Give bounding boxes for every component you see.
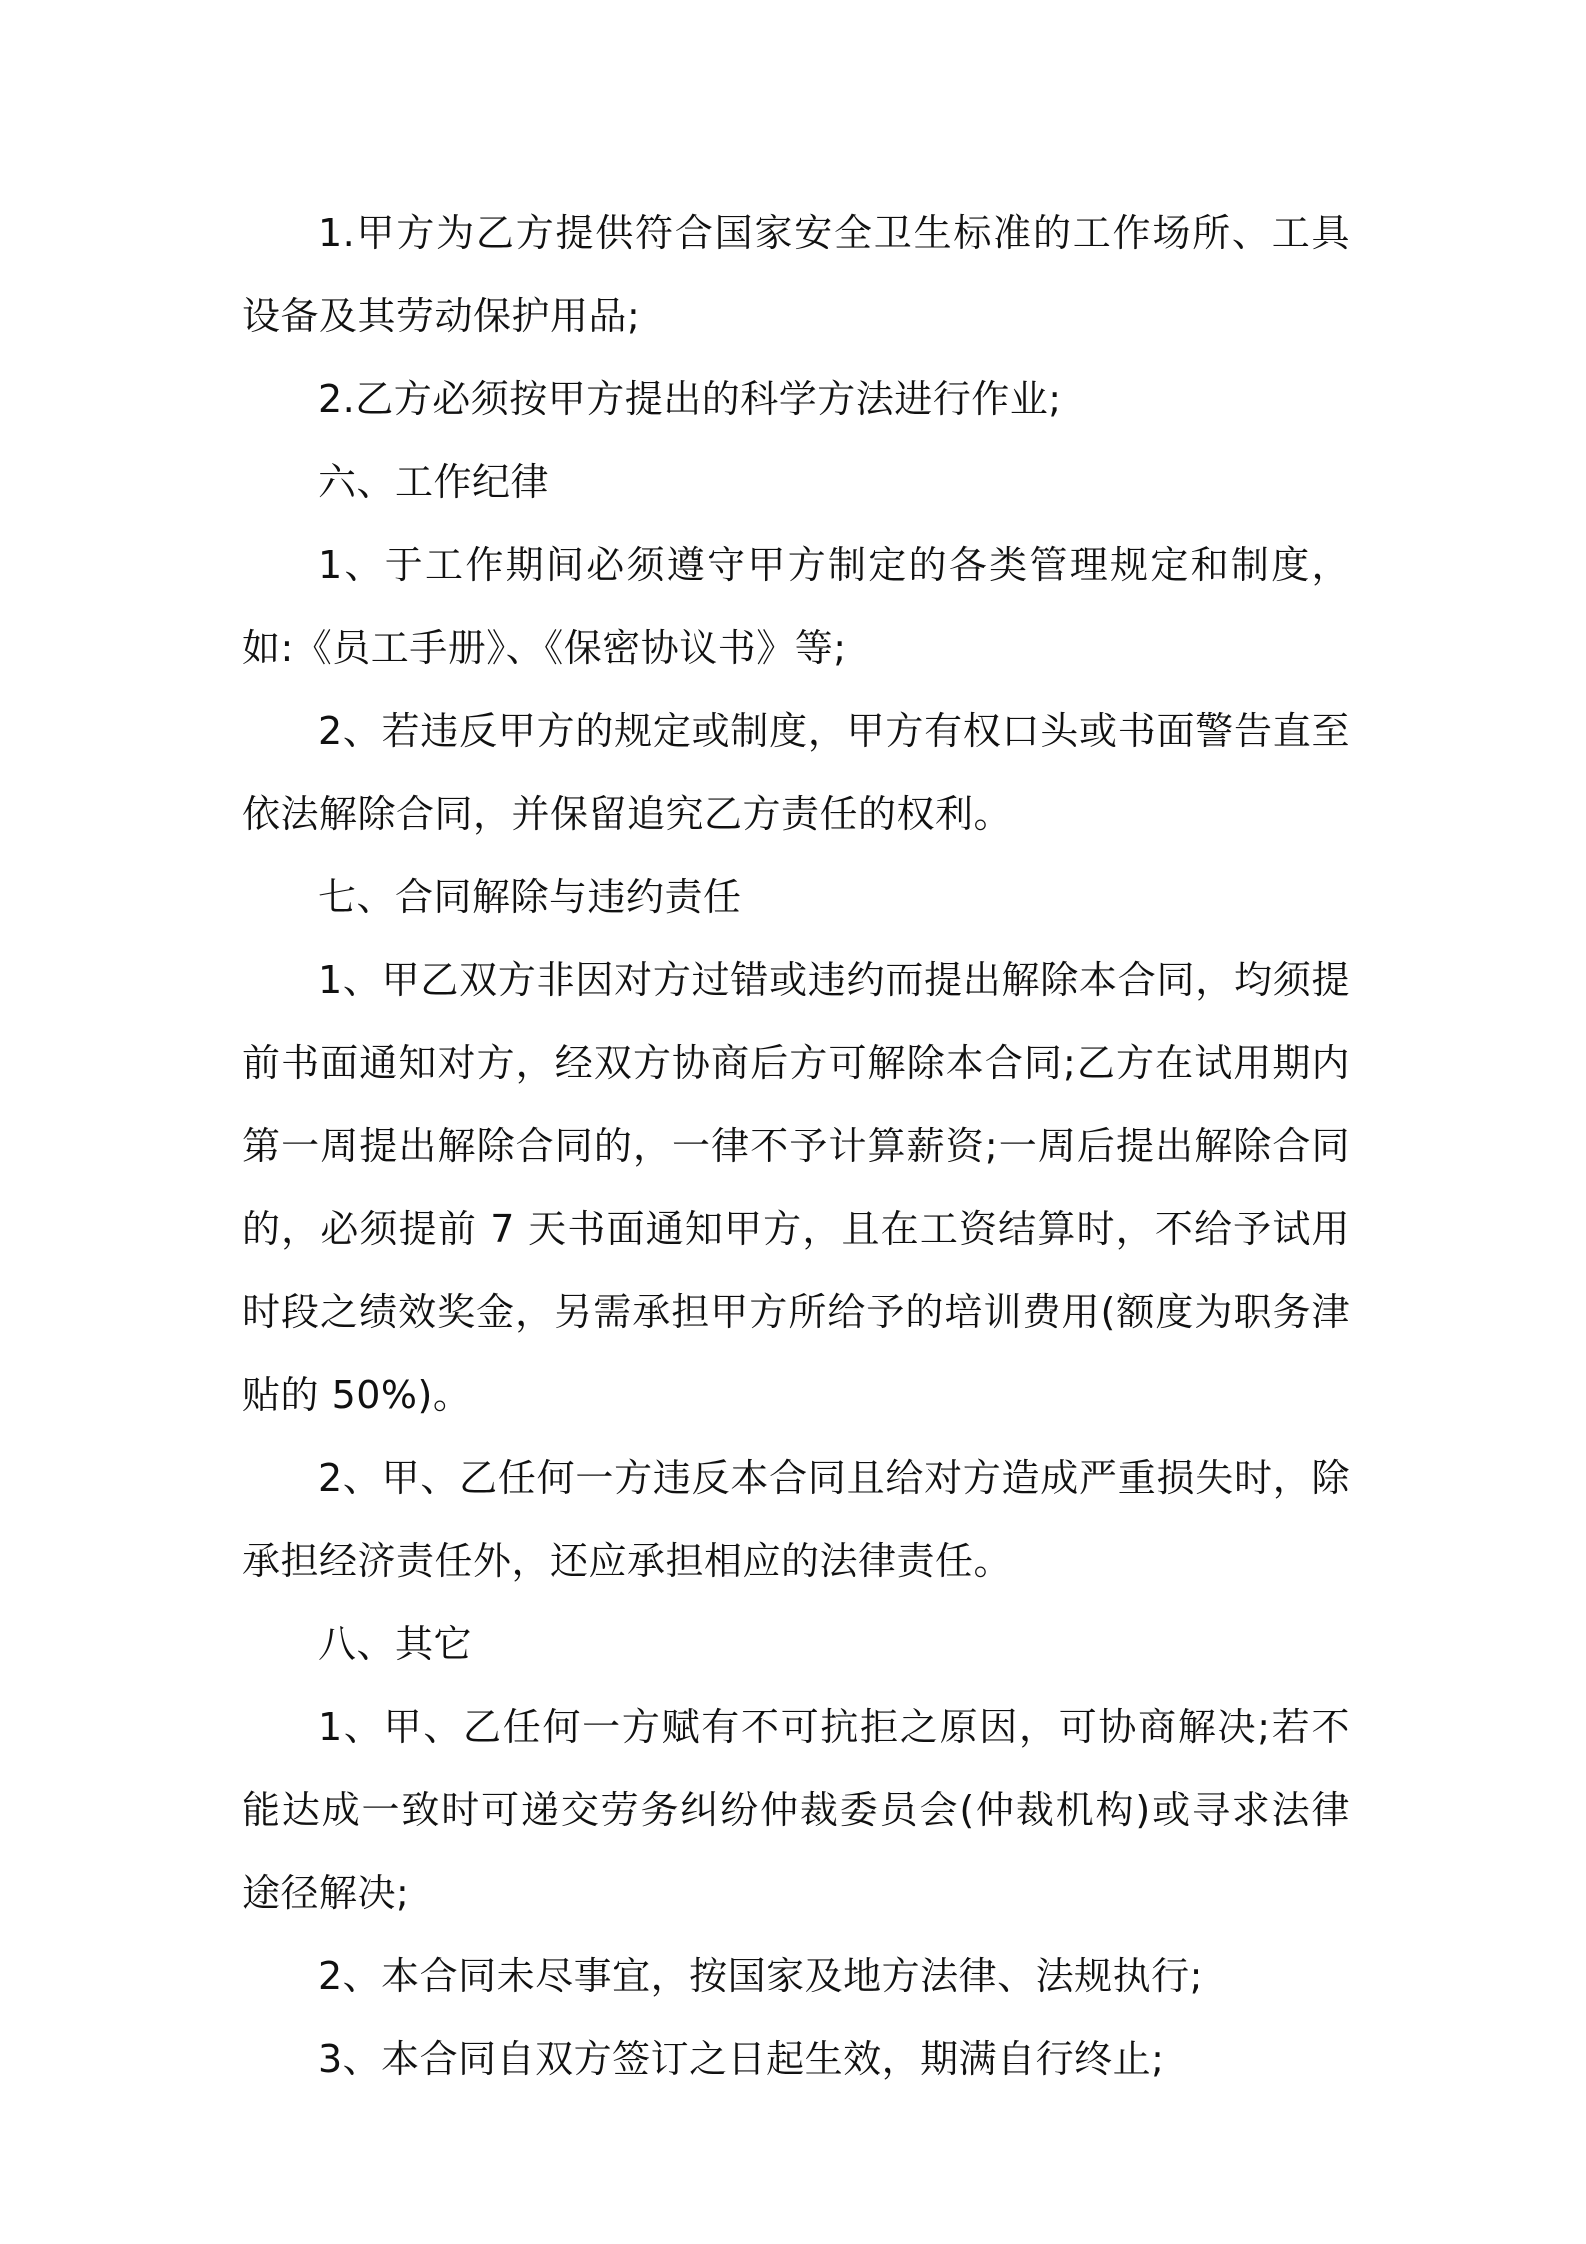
- section-heading-termination: 七、合同解除与违约责任: [318, 875, 742, 919]
- paragraph-clause-6-2: 2、若违反甲方的规定或制度，甲方有权口头或书面警告直至依法解除合同，并保留追究乙方责任的权利。: [242, 709, 1350, 836]
- paragraph-clause-8-2: 2、本合同未尽事宜，按国家及地方法律、法规执行;: [318, 1954, 1203, 1998]
- paragraph-clause-7-2: 2、甲、乙任何一方违反本合同且给对方造成严重损失时，除承担经济责任外，还应承担相应的法律责任。: [242, 1456, 1350, 1583]
- paragraph-clause-6-1: 1、于工作期间必须遵守甲方制定的各类管理规定和制度，如:《员工手册》、《保密协议书》等;: [242, 543, 1350, 670]
- paragraph-clause-5-1: 1.甲方为乙方提供符合国家安全卫生标准的工作场所、工具设备及其劳动保护用品;: [242, 211, 1350, 338]
- section-heading-other: 八、其它: [318, 1622, 473, 1666]
- paragraph-clause-8-1: 1、甲、乙任何一方赋有不可抗拒之原因，可协商解决;若不能达成一致时可递交劳务纠纷仲裁委员会(仲裁机构)或寻求法律途径解决;: [242, 1705, 1350, 1915]
- paragraph-clause-5-2: 2.乙方必须按甲方提出的科学方法进行作业;: [318, 377, 1062, 421]
- section-heading-work-discipline: 六、工作纪律: [318, 460, 550, 504]
- paragraph-clause-7-1: 1、甲乙双方非因对方过错或违约而提出解除本合同，均须提前书面通知对方，经双方协商后方可解除本合同;乙方在试用期内第一周提出解除合同的，一律不予计算薪资;一周后提出解除合同的，必须提前 7 天书面通知甲方，且在工资结算时，不给予试用时段之绩效奖金，另需承担甲方所给予的培训费用(额度为职务津贴的 50%)。: [242, 958, 1350, 1417]
- paragraph-clause-8-3: 3、本合同自双方签订之日起生效，期满自行终止;: [318, 2037, 1165, 2081]
- document-page: [242, 192, 1350, 2101]
